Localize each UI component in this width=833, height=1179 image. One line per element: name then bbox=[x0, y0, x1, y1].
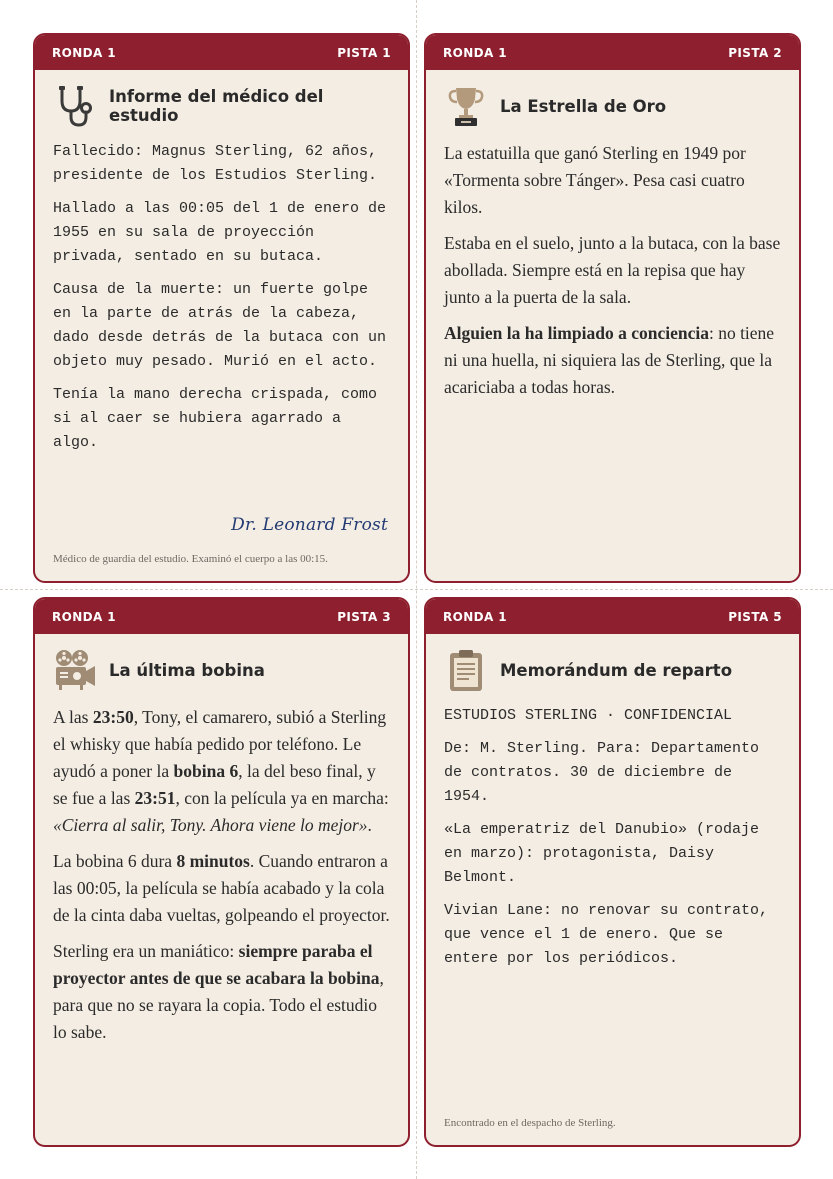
paragraph: Causa de la muerte: un fuerte golpe en la parte de atrás de la cabeza, dado desde detrás de la butaca con un objeto muy pesado. Murió en el acto. bbox=[53, 281, 387, 370]
trophy-icon bbox=[444, 84, 488, 128]
clue-label: PISTA 2 bbox=[728, 45, 782, 60]
card-header bbox=[426, 35, 799, 70]
paragraph bbox=[53, 704, 390, 839]
memo-header: ESTUDIOS STERLING · CONFIDENCIAL bbox=[444, 707, 733, 724]
text-span: A las bbox=[53, 707, 93, 727]
card-title: Informe del médico del estudio bbox=[109, 87, 324, 125]
paragraph: Tenía la mano derecha crispada, como si al caer se hubiera agarrado a algo. bbox=[53, 386, 378, 451]
bold-text: Alguien la ha limpiado a conciencia bbox=[444, 323, 709, 343]
clue-label: PISTA 1 bbox=[337, 45, 391, 60]
text-span: , la del beso final, y se fue a las bbox=[53, 761, 376, 808]
card-footnote: Médico de guardia del estudio. Examinó el cuerpo a las 00:15. bbox=[53, 553, 328, 565]
paragraph: De: M. Sterling. Para: Departamento de contratos. 30 de diciembre de 1954. bbox=[444, 740, 760, 805]
stethoscope-icon bbox=[53, 84, 97, 128]
italic-quote: «Cierra al salir, Tony. Ahora viene lo mejor» bbox=[53, 815, 368, 835]
card-text bbox=[53, 704, 390, 1046]
paragraph bbox=[53, 938, 390, 1046]
paragraph: Fallecido: Magnus Sterling, 62 años, presidente de los Estudios Sterling. bbox=[53, 143, 378, 184]
clue-card-1 bbox=[33, 33, 410, 583]
card-text bbox=[53, 140, 390, 455]
bold-text: 23:51 bbox=[134, 788, 176, 808]
round-label: RONDA 1 bbox=[443, 609, 508, 624]
text-span: . Cuando entraron a las 00:05, la película se había acabado y la cola de la cinta daba vueltas, golpeando el proyector. bbox=[53, 851, 390, 925]
bold-text: siempre paraba el proyector antes de que se acabara la bobina bbox=[53, 941, 380, 988]
paragraph bbox=[444, 320, 781, 401]
film-projector-icon bbox=[53, 648, 97, 692]
round-label: RONDA 1 bbox=[52, 45, 117, 60]
horizontal-cut-line bbox=[0, 589, 833, 590]
card-title: La última bobina bbox=[109, 660, 265, 680]
clue-card-3 bbox=[33, 597, 410, 1147]
text-span: : no tiene ni una huella, ni siquiera las de Sterling, que la acariciaba a todas horas. bbox=[444, 323, 775, 397]
paragraph: La estatuilla que ganó Sterling en 1949 por «Tormenta sobre Tánger». Pesa casi cuatro kilos. bbox=[444, 143, 746, 217]
bold-text: 8 minutos bbox=[176, 851, 250, 871]
clue-label: PISTA 3 bbox=[337, 609, 391, 624]
card-header bbox=[426, 599, 799, 634]
card-title: La Estrella de Oro bbox=[500, 96, 667, 116]
round-label: RONDA 1 bbox=[443, 45, 508, 60]
paragraph: Vivian Lane: no renovar su contrato, que vence el 1 de enero. Que se entere por los periódicos. bbox=[444, 902, 769, 967]
card-header bbox=[35, 35, 408, 70]
bold-text: bobina 6 bbox=[173, 761, 239, 781]
card-text bbox=[444, 704, 781, 971]
paragraph: «La emperatriz del Danubio» (rodaje en marzo): protagonista, Daisy Belmont. bbox=[444, 821, 760, 886]
bold-text: 23:50 bbox=[92, 707, 134, 727]
clue-label: PISTA 5 bbox=[728, 609, 782, 624]
clipboard-icon bbox=[444, 648, 488, 692]
card-text bbox=[444, 140, 781, 401]
paragraph: Hallado a las 00:05 del 1 de enero de 1955 en su sala de proyección privada, sentado en su butaca. bbox=[53, 200, 387, 265]
round-label: RONDA 1 bbox=[52, 609, 117, 624]
card-header bbox=[35, 599, 408, 634]
card-title: Memorándum de reparto bbox=[500, 660, 733, 680]
text-span: , para que no se rayara la copia. Todo el estudio lo sabe. bbox=[53, 968, 384, 1042]
paragraph: Estaba en el suelo, junto a la butaca, con la base abollada. Siempre está en la repisa que hay junto a la puerta de la sala. bbox=[444, 233, 781, 307]
text-span: La bobina 6 dura bbox=[53, 851, 177, 871]
clue-card-5 bbox=[424, 597, 801, 1147]
text-span: Sterling era un maniático: bbox=[53, 941, 239, 961]
text-span: , con la película ya en marcha: bbox=[175, 788, 389, 808]
text-span: , Tony, el camarero, subió a Sterling el whisky que había pedido por teléfono. Le ayudó a poner la bbox=[53, 707, 387, 781]
signature: Dr. Leonard Frost bbox=[231, 515, 388, 535]
paragraph bbox=[53, 848, 390, 929]
card-footnote: Encontrado en el despacho de Sterling. bbox=[444, 1117, 616, 1129]
text-span: . bbox=[367, 815, 372, 835]
clue-card-2 bbox=[424, 33, 801, 583]
